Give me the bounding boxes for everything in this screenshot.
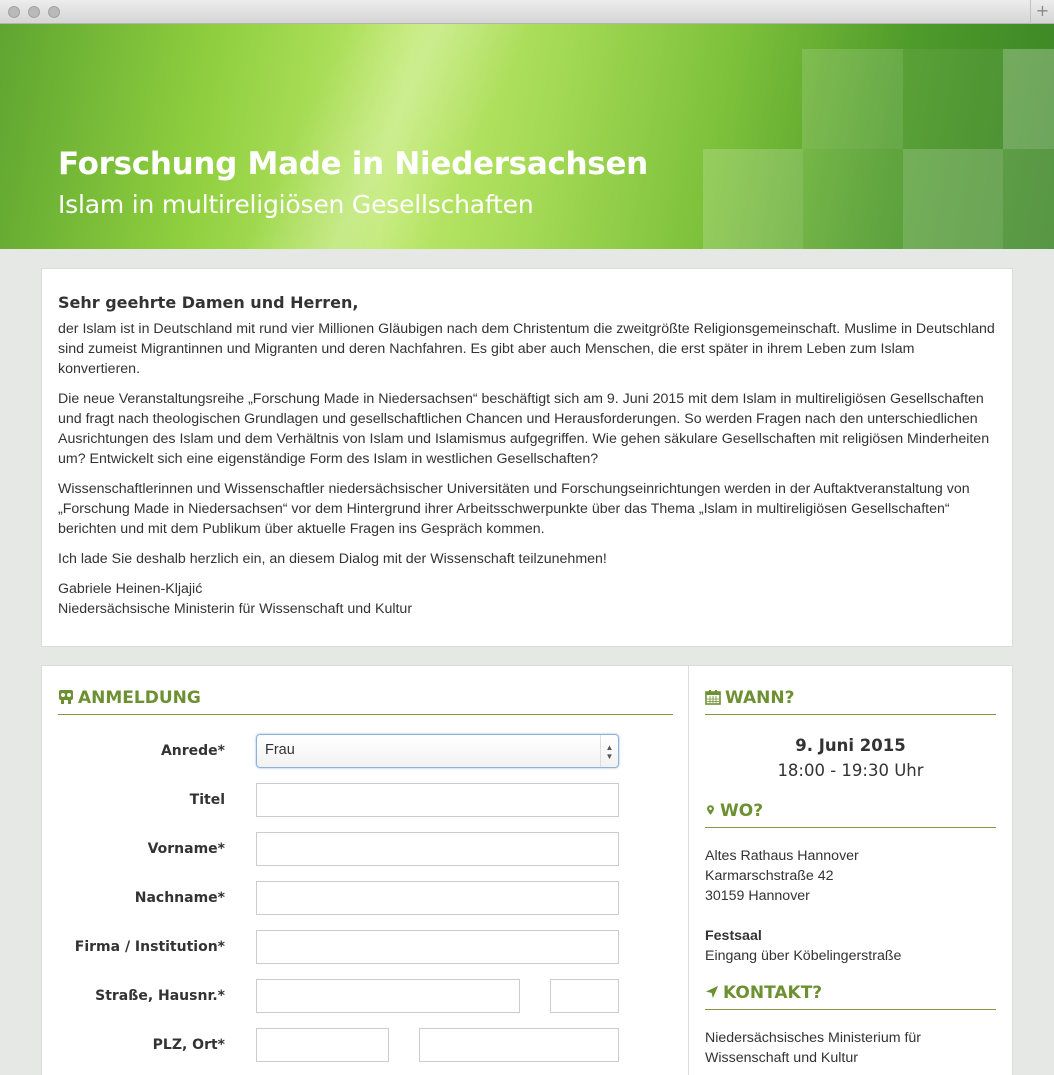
venue-address bbox=[705, 846, 996, 906]
close-window-button[interactable] bbox=[8, 6, 20, 18]
new-tab-button[interactable]: + bbox=[1030, 0, 1054, 24]
letter-paragraph: Wissenschaftlerinnen und Wissenschaftler niedersächsischer Universitäten und Forschungseinrichtungen werden in der Auftaktveranstaltung von „Forschung Made in Niedersachsen“ vor dem Hintergrund ihrer Arbeitsschwerpunkte über das Thema „Islam in multireligiösen Gesellschaften“ berichten und mit dem Publikum über aktuelle Fragen ins Gespräch kommen. bbox=[58, 481, 970, 537]
venue-city: 30159 Hannover bbox=[705, 888, 810, 904]
salutation-select[interactable] bbox=[256, 734, 619, 768]
contact-org-line1: Niedersächsisches Ministerium für bbox=[705, 1030, 922, 1046]
banner-tile bbox=[903, 149, 1003, 249]
title-label: Titel bbox=[189, 792, 225, 808]
page-subtitle: Islam in multireligiösen Gesellschaften bbox=[58, 190, 534, 219]
contact-organization bbox=[705, 1028, 996, 1068]
calendar-icon bbox=[705, 689, 721, 705]
letter-paragraph: Die neue Veranstaltungsreihe „Forschung Made in Niedersachsen“ beschäftigt sich am 9. Juni 2015 mit dem Islam in multireligiösen Gesellschaften und fragt nach theologischen Grundlagen und gesellschaftlichen Chancen und Herausforderungen. So werden Fragen nach den unterschiedlichen Ausrichtungen des Islam und dem Verhältnis von Islam und Islamismus aufgegriffen. Wie gehen säkulare Gesellschaften mit religiösen Minderheiten um? Entwickelt sich eine eigenständige Form des Islam in westlichen Gesellschaften? bbox=[58, 391, 990, 467]
contact-heading bbox=[705, 983, 996, 1010]
letter-paragraph: Ich lade Sie deshalb herzlich ein, an diesem Dialog mit der Wissenschaft teilzunehmen! bbox=[58, 551, 607, 567]
select-arrows-icon: ▲ ▼ bbox=[600, 735, 618, 767]
banner-tile bbox=[1003, 49, 1054, 149]
registration-icon bbox=[58, 689, 74, 705]
banner-tile bbox=[802, 49, 903, 149]
street-input[interactable] bbox=[256, 979, 520, 1013]
letter-greeting: Sehr geehrte Damen und Herren, bbox=[58, 293, 359, 312]
city-input[interactable] bbox=[419, 1028, 619, 1062]
banner-tile bbox=[803, 149, 903, 249]
firstname-input[interactable] bbox=[256, 832, 619, 866]
title-input[interactable] bbox=[256, 783, 619, 817]
salutation-label: Anrede* bbox=[160, 743, 225, 759]
when-heading bbox=[705, 688, 996, 715]
banner-tile bbox=[903, 49, 1003, 149]
banner-tile bbox=[703, 149, 803, 249]
venue-name: Altes Rathaus Hannover bbox=[705, 848, 859, 864]
venue-street: Karmarschstraße 42 bbox=[705, 868, 834, 884]
where-heading bbox=[705, 801, 996, 828]
zip-city-label: PLZ, Ort* bbox=[152, 1037, 225, 1053]
registration-form bbox=[41, 665, 689, 1075]
where-heading-label: WO? bbox=[720, 801, 764, 821]
firstname-label: Vorname* bbox=[147, 841, 225, 857]
letter-paragraph: der Islam ist in Deutschland mit rund vier Millionen Gläubigen nach dem Christentum die zweitgrößte Religionsgemeinschaft. Muslime in Deutschland sind zumeist Migrantinnen und Migranten und deren Nachfahren. Es gibt aber auch Menschen, die erst später in ihrem Leben zum Islam konvertieren. bbox=[58, 321, 995, 377]
minimize-window-button[interactable] bbox=[28, 6, 40, 18]
house-number-input[interactable] bbox=[550, 979, 619, 1013]
location-arrow-icon bbox=[705, 984, 719, 1000]
contact-org-line2: Wissenschaft und Kultur bbox=[705, 1050, 858, 1066]
zoom-window-button[interactable] bbox=[48, 6, 60, 18]
company-input[interactable] bbox=[256, 930, 619, 964]
invitation-letter bbox=[41, 268, 1013, 647]
header-banner bbox=[0, 24, 1054, 249]
registration-heading-label: ANMELDUNG bbox=[78, 688, 201, 708]
when-heading-label: WANN? bbox=[725, 688, 795, 708]
map-marker-icon bbox=[705, 802, 716, 818]
company-label: Firma / Institution* bbox=[74, 939, 225, 955]
venue-room bbox=[705, 926, 996, 966]
event-date: 9. Juni 2015 bbox=[795, 736, 906, 755]
event-time: 18:00 - 19:30 Uhr bbox=[777, 761, 924, 780]
room-entrance: Eingang über Köbelingerstraße bbox=[705, 948, 902, 964]
page-title: Forschung Made in Niedersachsen bbox=[58, 146, 648, 182]
salutation-value: Frau bbox=[265, 742, 295, 758]
contact-heading-label: KONTAKT? bbox=[723, 983, 823, 1003]
event-info-sidebar bbox=[689, 665, 1013, 1075]
registration-heading bbox=[58, 688, 673, 715]
street-label: Straße, Hausnr.* bbox=[95, 988, 225, 1004]
lastname-label: Nachname* bbox=[134, 890, 225, 906]
room-name: Festsaal bbox=[705, 928, 762, 944]
signature-name: Gabriele Heinen-Kljajić bbox=[58, 581, 203, 597]
signature-title: Niedersächsische Ministerin für Wissenschaft und Kultur bbox=[58, 601, 413, 617]
window-titlebar bbox=[0, 0, 1054, 24]
zip-input[interactable] bbox=[256, 1028, 389, 1062]
lastname-input[interactable] bbox=[256, 881, 619, 915]
banner-tile bbox=[1003, 149, 1054, 249]
